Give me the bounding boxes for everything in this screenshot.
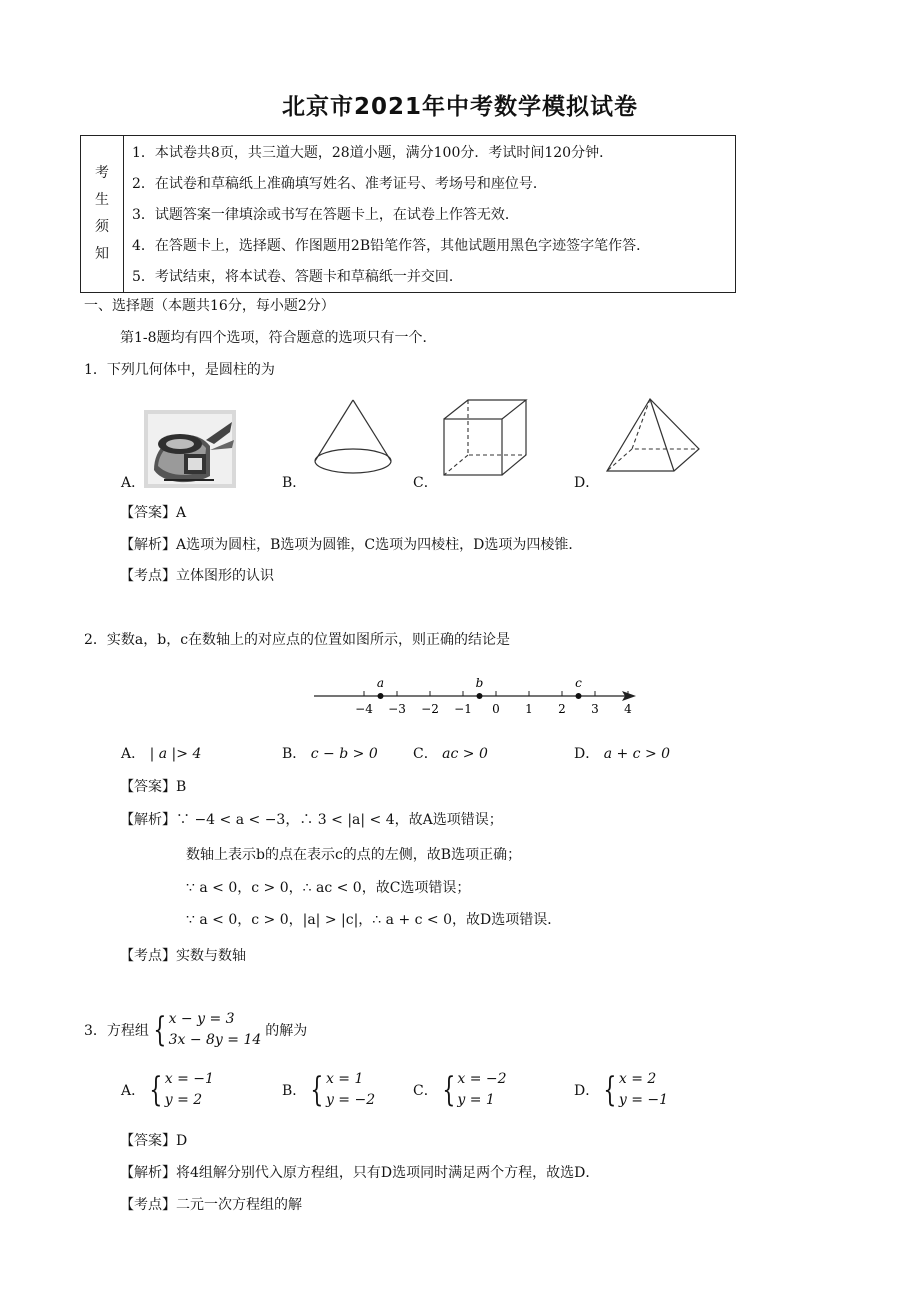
q2-analysis-line: ∵ a < 0，c > 0，|a| > |c|，∴ a + c < 0，故D选项错误． — [186, 912, 562, 928]
q2-option-b: B． c − b > 0 — [282, 746, 378, 762]
number-line-tick-label: −2 — [421, 702, 439, 716]
q1-option-b: B． — [282, 475, 307, 491]
notice-label-char: 生 — [95, 192, 109, 208]
number-line-tick-label: −1 — [454, 702, 472, 716]
number-line-tick-label: −3 — [388, 702, 406, 716]
q3-system: { x − y = 3 3x − 8y = 14 — [153, 1010, 262, 1050]
notice-item: 3．试题答案一律填涂或书写在答题卡上，在试卷上作答无效． — [132, 207, 519, 223]
q3-option-d: D． { x = 2 y = −1 — [574, 1070, 669, 1110]
number-line-point-label: a — [376, 676, 385, 690]
cylinder-figure — [144, 410, 236, 488]
q3-option-a: A． { x = −1 y = 2 — [121, 1070, 214, 1110]
notice-label-char: 知 — [95, 246, 109, 262]
notice-list — [124, 136, 735, 292]
q1-answer: 【答案】A — [120, 505, 187, 521]
number-line-tick-label: 2 — [558, 702, 566, 716]
q3-option-b: B． { x = 1 y = −2 — [282, 1070, 376, 1110]
q3-stem: 3．方程组 { x − y = 3 3x − 8y = 14 的解为 — [84, 1010, 308, 1050]
cube-figure — [440, 397, 530, 477]
notice-item: 1．本试卷共8页，共三道大题，28道小题，满分100分．考试时间120分钟． — [132, 145, 614, 161]
q2-analysis-line: 【解析】∵ −4 < a < −3，∴ 3 < |a| < 4，故A选项错误； — [120, 812, 503, 828]
notice-item: 4．在答题卡上，选择题、作图题用2B铅笔作答，其他试题用黑色字迹签字笔作答． — [132, 238, 651, 254]
q1-analysis: 【解析】A选项为圆柱，B选项为圆锥，C选项为四棱柱，D选项为四棱锥． — [120, 537, 583, 553]
number-line — [310, 670, 640, 716]
number-line-point — [576, 693, 582, 699]
number-line-tick-label: 0 — [492, 702, 500, 716]
pyramid-figure — [604, 397, 702, 475]
number-line-tick-label: 4 — [624, 702, 632, 716]
q1-option-a: A． — [121, 475, 146, 491]
q2-answer: 【答案】B — [120, 779, 187, 795]
q2-stem: 2．实数a，b，c在数轴上的对应点的位置如图所示，则正确的结论是 — [84, 632, 511, 648]
number-line-tick-label: 1 — [525, 702, 533, 716]
q2-option-a: A． | a |> 4 — [121, 746, 202, 762]
cone-figure — [312, 397, 394, 477]
notice-item: 5．考试结束，将本试卷、答题卡和草稿纸一并交回． — [132, 269, 463, 285]
q2-option-d: D． a + c > 0 — [574, 746, 671, 762]
number-line-point-label: c — [575, 676, 582, 690]
notice-item: 2．在试卷和草稿纸上准确填写姓名、准考证号、考场号和座位号． — [132, 176, 547, 192]
section-heading: 一、选择题（本题共16分，每小题2分） — [84, 298, 335, 314]
q1-stem: 1．下列几何体中，是圆柱的为 — [84, 362, 275, 378]
number-line-tick-label: −4 — [355, 702, 373, 716]
number-line-point-label: b — [475, 676, 484, 690]
q1-option-c: C． — [413, 475, 438, 491]
notice-label — [81, 136, 124, 292]
number-line-point — [477, 693, 483, 699]
page-title: 北京市2021年中考数学模拟试卷 — [281, 94, 638, 120]
q3-answer: 【答案】D — [120, 1133, 188, 1149]
q2-analysis-line: ∵ a < 0，c > 0，∴ ac < 0，故C选项错误； — [186, 880, 471, 896]
q2-analysis-line: 数轴上表示b的点在表示c的点的左侧，故B选项正确； — [186, 847, 522, 863]
q1-point: 【考点】立体图形的认识 — [120, 568, 274, 584]
number-line-tick-label: 3 — [591, 702, 599, 716]
q1-option-d: D． — [574, 475, 600, 491]
q2-option-c: C． ac > 0 — [413, 746, 488, 762]
section-intro: 第1-8题均有四个选项，符合题意的选项只有一个． — [120, 330, 437, 346]
q2-point: 【考点】实数与数轴 — [120, 948, 246, 964]
notice-label-char: 考 — [95, 165, 109, 181]
q3-point: 【考点】二元一次方程组的解 — [120, 1197, 302, 1213]
number-line-point — [378, 693, 384, 699]
q3-analysis: 【解析】将4组解分别代入原方程组，只有D选项同时满足两个方程，故选D． — [120, 1165, 600, 1181]
q3-option-c: C． { x = −2 y = 1 — [413, 1070, 507, 1110]
notice-label-char: 须 — [95, 219, 109, 235]
notice-box — [80, 135, 736, 293]
